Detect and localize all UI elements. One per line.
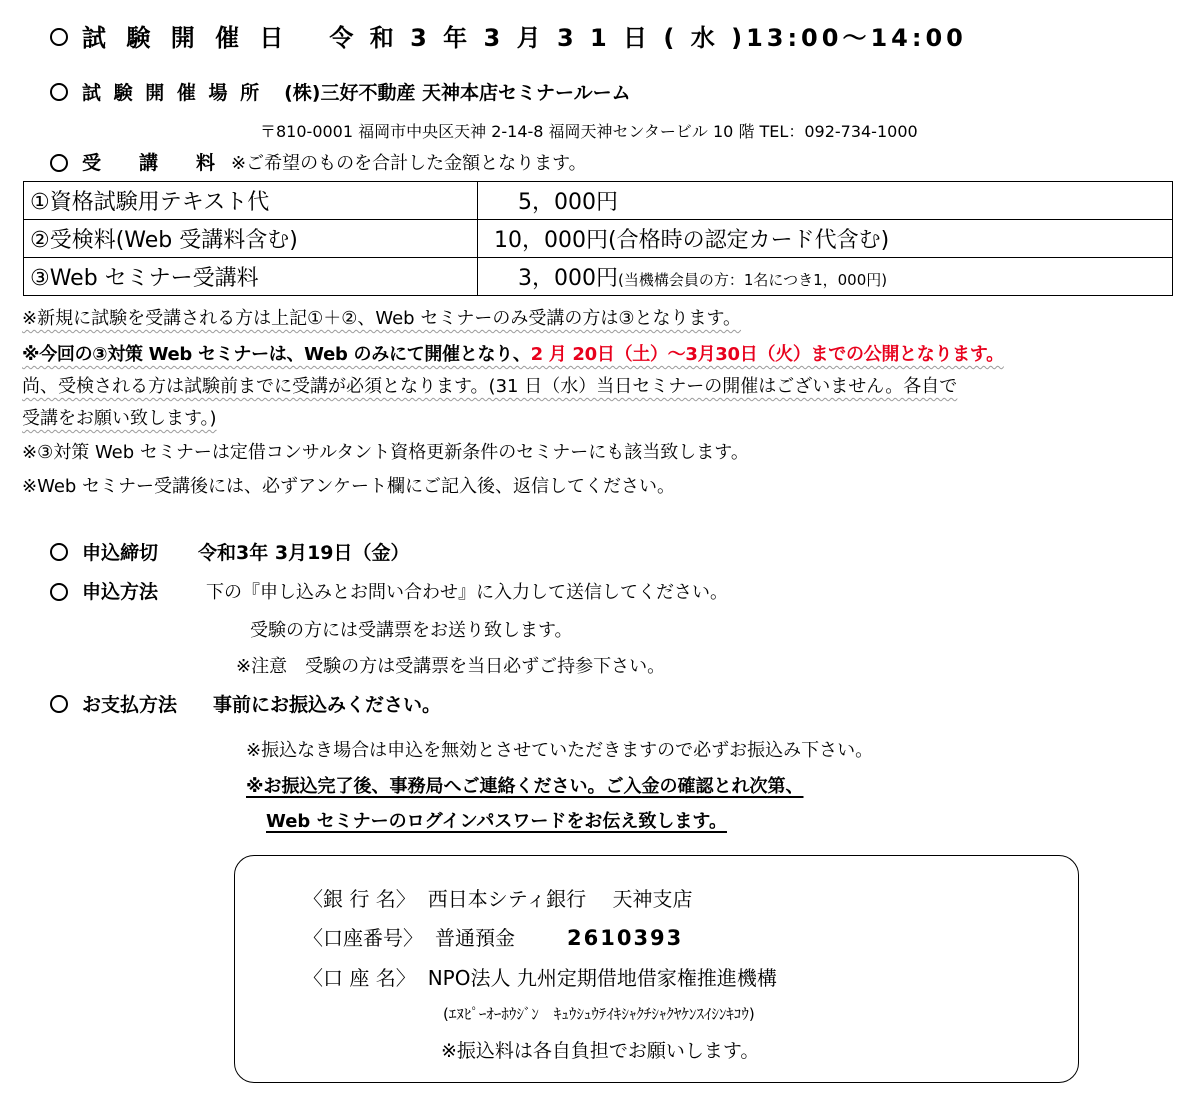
note-5: ※③対策 Web セミナーは定借コンサルタント資格更新条件のセミナーにも該当致します。 <box>22 442 749 463</box>
note-2-red: 2 月 20日（土）〜3月30日（火）までの公開となります。 <box>530 344 1004 365</box>
exam-date-label: 試 験 開 催 日 <box>82 24 290 52</box>
note-3: 尚、受検される方は試験前までに受講が必須となります。(31 日（水）当日セミナーの開催はございません。各自で <box>22 376 958 397</box>
deadline-line <box>50 538 410 565</box>
venue-label: 試 験 開 催 場 所 <box>82 82 263 104</box>
note-1: ※新規に試験を受講される方は上記①＋②、Web セミナーのみ受講の方は③となります。 <box>22 308 742 329</box>
payment-line-3: ※お振込完了後、事務局へご連絡ください。ご入金の確認とれ次第、 <box>246 776 804 797</box>
payment-label: お支払方法 <box>82 694 178 716</box>
account-name-label: 〈口 座 名〉 <box>303 966 416 990</box>
bank-info-box <box>234 855 1079 1083</box>
account-type: 普通預金 <box>435 926 515 950</box>
circle-bullet-icon <box>50 83 68 101</box>
fee-price-value: 10，000円(合格時の認定カード代含む) <box>494 228 890 253</box>
fee-price-value: 5，000円 <box>518 190 618 215</box>
fee-heading <box>50 148 587 175</box>
fee-price <box>478 182 1173 220</box>
bank-name-label: 〈銀 行 名〉 <box>303 887 416 911</box>
account-number-line <box>303 922 683 951</box>
fee-price-extra: (当機構会員の方：1名につき1，000円) <box>618 271 888 289</box>
deadline-label: 申込締切 <box>82 542 159 564</box>
exam-date-value: 令 和 3 年 3 月 3 1 日 ( 水 )13:00〜14:00 <box>329 24 967 52</box>
payment-line <box>50 690 441 717</box>
payment-line-4: Web セミナーのログインパスワードをお伝え致します。 <box>266 811 727 832</box>
note-6: ※Web セミナー受講後には、必ずアンケート欄にご記入後、返信してください。 <box>22 476 675 497</box>
payment-value: 事前にお振込みください。 <box>213 694 442 716</box>
method-line <box>50 577 728 604</box>
method-value: 下の『申し込みとお問い合わせ』に入力して送信してください。 <box>206 582 729 603</box>
bank-name-value: 西日本シティ銀行 天神支店 <box>427 887 693 911</box>
venue-line <box>50 78 631 105</box>
fee-table <box>23 181 1173 296</box>
method-line-2: 受験の方には受講票をお送り致します。 <box>250 620 573 641</box>
account-number-label: 〈口座番号〉 <box>303 926 423 950</box>
account-number-value: 2610393 <box>567 926 684 950</box>
payment-line-2: ※振込なき場合は申込を無効とさせていただきますので必ずお振込み下さい。 <box>246 740 874 761</box>
fee-note: ※ご希望のものを合計した金額となります。 <box>231 153 587 174</box>
bank-name-line <box>303 883 692 912</box>
note-4: 受講をお願い致します。) <box>22 408 217 429</box>
method-line-3: ※注意 受験の方は受講票を当日必ずご持参下さい。 <box>236 656 666 677</box>
circle-bullet-icon <box>50 695 68 713</box>
account-name-line <box>303 962 777 991</box>
fee-item: ②受検料(Web 受講料含む) <box>24 220 478 258</box>
fee-price-value: 3，000円 <box>518 266 618 291</box>
venue-address: 〒810-0001 福岡市中央区天神 2-14-8 福岡天神センタービル 10 階 TEL：092-734-1000 <box>260 122 918 141</box>
circle-bullet-icon <box>50 154 68 172</box>
deadline-value: 令和3年 3月19日（金） <box>198 542 410 564</box>
transfer-fee-note: ※振込料は各自負担でお願いします。 <box>441 1040 760 1062</box>
fee-price <box>478 258 1173 296</box>
method-label: 申込方法 <box>82 581 159 603</box>
circle-bullet-icon <box>50 28 68 46</box>
table-row <box>24 182 1173 220</box>
note-2 <box>22 340 1004 366</box>
account-name-value: NPO法人 九州定期借地借家権推進機構 <box>427 966 777 990</box>
exam-date-line <box>50 18 967 53</box>
note-2-black: ※今回の③対策 Web セミナーは、Web のみにて開催となり、 <box>22 344 531 365</box>
circle-bullet-icon <box>50 583 68 601</box>
fee-price <box>478 220 1173 258</box>
table-row <box>24 220 1173 258</box>
fee-label: 受 講 料 <box>82 152 216 174</box>
account-name-kana: (ｴﾇﾋﾟｰｵｰﾎｳｼﾞﾝ ｷｭｳｼｭｳﾃｲｷｼｬｸﾁｼｬｸﾔｹﾝｽｲｼﾝｷｺｳ) <box>443 1005 755 1023</box>
circle-bullet-icon <box>50 543 68 561</box>
fee-item: ①資格試験用テキスト代 <box>24 182 478 220</box>
table-row <box>24 258 1173 296</box>
venue-value: (株)三好不動産 天神本店セミナールーム <box>284 82 631 104</box>
fee-item: ③Web セミナー受講料 <box>24 258 478 296</box>
